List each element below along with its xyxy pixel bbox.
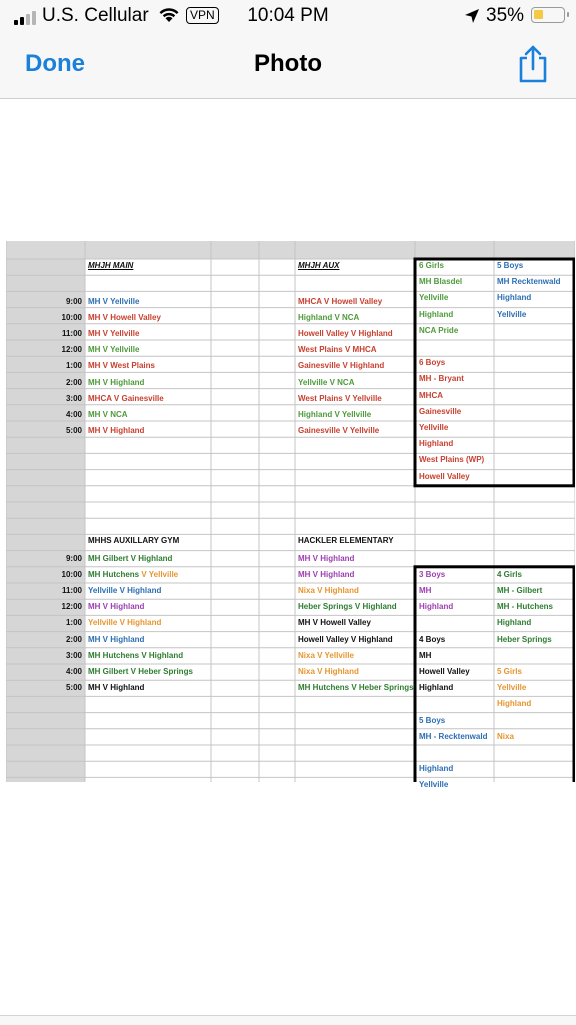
game-entry xyxy=(88,410,128,420)
team-list-item xyxy=(419,683,453,693)
section-header-mhjh-aux-text: MHJH AUX xyxy=(298,261,340,270)
time-label-text: 9:00 xyxy=(65,553,82,563)
time-label-text: 12:00 xyxy=(61,602,82,612)
team-list-item-text: Yellville xyxy=(419,780,449,790)
game-entry xyxy=(88,345,139,355)
team-list-item-text: Howell Valley xyxy=(419,667,470,676)
game-entry-text: Nixa V Highland xyxy=(298,667,359,676)
team-list-item xyxy=(497,277,561,287)
game-entry xyxy=(88,618,161,628)
time-label xyxy=(66,554,82,564)
game-entry-text: MH V Highland xyxy=(88,377,145,387)
team-list-item xyxy=(419,635,445,645)
game-entry-text: West Plains V MHCA xyxy=(298,345,377,355)
game-entry-text: Nixa V Yellville xyxy=(298,650,354,660)
team-list-item-text: MH Recktenwald xyxy=(497,277,561,287)
battery-icon xyxy=(531,7,565,23)
game-entry-text: MHCA V Howell Valley xyxy=(298,296,383,306)
team-list-item-text: MH - Recktenwald xyxy=(419,731,488,741)
game-entry xyxy=(88,683,144,693)
battery-nub xyxy=(567,12,569,17)
team-list-item-text: 5 Boys xyxy=(497,261,524,270)
team-list-item-text: MH - Hutchens xyxy=(497,602,553,612)
time-label xyxy=(66,651,82,661)
section-header-mhjh-main-text: MHJH MAIN xyxy=(88,261,134,270)
time-label-text: 11:00 xyxy=(61,329,82,338)
team-list-item xyxy=(497,570,522,580)
team-list-item xyxy=(497,618,531,628)
time-label xyxy=(62,313,82,323)
game-entry-text: MH V Highland xyxy=(88,426,145,436)
team-list-item-text: MH - Bryant xyxy=(419,374,464,384)
game-entry-text: MH Gilbert V Heber Springs xyxy=(88,667,193,676)
team-list-item-text: Yellville xyxy=(497,309,527,319)
game-entry-text: MH V Yellville xyxy=(88,296,140,306)
time-label xyxy=(62,345,82,355)
time-label xyxy=(62,329,82,339)
time-label xyxy=(66,361,82,371)
game-entry xyxy=(88,426,144,436)
game-entry-text: MH V NCA xyxy=(88,410,128,419)
team-list-item-text: Heber Springs xyxy=(497,634,552,644)
time-label xyxy=(62,570,82,580)
game-entry xyxy=(88,586,161,596)
section-header-mhjh-main xyxy=(88,261,133,271)
section-header-hackler-elementary-text: HACKLER ELEMENTARY xyxy=(298,536,394,546)
time-label xyxy=(66,410,82,420)
team-list-item xyxy=(497,699,531,709)
game-entry xyxy=(298,361,384,371)
team-list-item-text: MH xyxy=(419,586,432,595)
team-list-item-text: MH - Gilbert xyxy=(497,586,543,595)
team-list-item xyxy=(419,455,484,465)
team-list-item xyxy=(419,374,464,384)
section-header-hackler-elementary xyxy=(298,536,394,546)
team-list-item xyxy=(497,261,523,271)
game-entry xyxy=(298,586,359,596)
team-list-item xyxy=(497,635,552,645)
game-entry xyxy=(298,297,382,307)
time-label-text: 10:00 xyxy=(61,312,82,322)
game-entry xyxy=(88,361,155,371)
time-label xyxy=(66,683,82,693)
team-list-item xyxy=(497,683,526,693)
navigation-bar xyxy=(0,34,576,99)
section-header-mhhs-auxillary-gym xyxy=(88,536,179,546)
game-entry-text: Highland V NCA xyxy=(298,312,360,322)
game-entry xyxy=(88,667,193,677)
game-entry xyxy=(88,329,139,339)
game-entry xyxy=(88,378,144,388)
game-entry-text: Yellville V Highland xyxy=(88,586,162,595)
game-entry-text: Yellville V Highland xyxy=(88,618,162,628)
team-list-item-text: 5 Girls xyxy=(497,667,522,676)
team-list-item xyxy=(419,358,445,368)
time-label xyxy=(66,667,82,677)
game-entry-text: MH Hutchens V Highland xyxy=(88,650,184,660)
time-label-text: 1:00 xyxy=(65,618,82,628)
game-entry xyxy=(298,635,393,645)
team-list-item xyxy=(419,570,445,580)
game-entry-text: MH V Yellville xyxy=(88,345,140,355)
team-list-item-text: Yellville xyxy=(419,423,449,432)
share-icon[interactable] xyxy=(516,44,550,84)
team-list-item xyxy=(419,407,461,417)
team-list-item-text: Highland xyxy=(497,293,532,303)
team-list-item xyxy=(497,293,531,303)
team-list-item xyxy=(419,472,470,482)
game-entry-text: MH Hutchens V Heber Springs xyxy=(298,683,414,693)
team-list-item xyxy=(419,277,462,287)
game-entry xyxy=(88,602,144,612)
game-entry-text: MH V Highland xyxy=(88,683,145,693)
time-label-text: 3:00 xyxy=(65,393,82,403)
time-label-text: 2:00 xyxy=(65,634,82,644)
team-list-item-text: Highland xyxy=(419,309,454,319)
schedule-photo xyxy=(6,241,575,790)
team-list-item xyxy=(419,780,448,790)
game-entry-text: MH Hutchens xyxy=(88,569,142,579)
game-entry xyxy=(298,345,377,355)
done-button[interactable]: Done xyxy=(25,50,85,77)
team-list-item-text: 4 Girls xyxy=(497,569,522,579)
team-list-item-text: MH xyxy=(419,650,432,660)
team-list-item-text: 5 Boys xyxy=(419,715,446,725)
team-list-item xyxy=(497,586,542,596)
vpn-badge: VPN xyxy=(186,7,219,24)
game-entry xyxy=(298,426,379,436)
time-label xyxy=(66,618,82,628)
game-entry-text: Gainesville V Highland xyxy=(298,361,385,371)
time-label-text: 10:00 xyxy=(61,569,82,579)
team-list-item-text: Yellville xyxy=(497,683,527,693)
team-list-item xyxy=(419,261,444,271)
team-list-item xyxy=(419,716,445,726)
team-list-item-text: 4 Boys xyxy=(419,634,446,644)
game-entry xyxy=(88,554,172,564)
game-entry-text: MH V Highland xyxy=(88,602,145,612)
section-header-mhjh-aux xyxy=(298,261,339,271)
game-entry xyxy=(88,570,178,580)
team-list-item-text: Howell Valley xyxy=(419,471,470,481)
game-entry xyxy=(298,651,354,661)
time-label-text: 11:00 xyxy=(61,586,82,595)
game-entry-text: MH V Howell Valley xyxy=(298,618,371,628)
game-entry xyxy=(298,378,354,388)
game-entry xyxy=(88,651,183,661)
game-entry-text: MH V Highland xyxy=(298,569,355,579)
team-list-item xyxy=(419,764,453,774)
team-list-item-text: 3 Boys xyxy=(419,569,446,579)
game-entry-text: MH V Highland xyxy=(88,634,145,644)
game-entry-text: West Plains V Yellville xyxy=(298,393,382,403)
team-list-item xyxy=(419,423,448,433)
time-label xyxy=(66,426,82,436)
game-entry-text: Howell Valley V Highland xyxy=(298,329,393,338)
game-entry-text: Nixa V Highland xyxy=(298,586,359,595)
time-label-text: 5:00 xyxy=(65,426,82,436)
team-list-item xyxy=(419,586,431,596)
header-band xyxy=(6,241,575,259)
team-list-item xyxy=(419,667,470,677)
team-list-item-text: MHCA xyxy=(419,390,443,400)
game-entry xyxy=(298,394,382,404)
team-list-item xyxy=(419,391,443,401)
team-list-item-text: Highland xyxy=(419,439,454,449)
game-entry xyxy=(298,667,359,677)
team-list-item-text: 6 Boys xyxy=(419,358,446,368)
game-entry xyxy=(298,683,414,693)
time-label-text: 4:00 xyxy=(65,410,82,419)
team-list-item-text: Yellville xyxy=(419,293,449,303)
time-label-text: 1:00 xyxy=(65,361,82,371)
time-label xyxy=(62,602,82,612)
game-entry xyxy=(88,313,161,323)
team-list-item xyxy=(419,602,453,612)
battery-percent: 35% xyxy=(486,5,525,26)
time-label xyxy=(66,297,82,307)
location-arrow-icon xyxy=(464,8,480,24)
game-entry-text: Yellville V NCA xyxy=(298,377,355,387)
team-list-item-text: 6 Girls xyxy=(419,261,444,270)
team-list-item-text: Nixa xyxy=(497,731,514,741)
team-list-item xyxy=(419,732,487,742)
time-label-text: 5:00 xyxy=(65,683,82,693)
team-list-item-text: Gainesville xyxy=(419,406,462,416)
game-entry-text: MH V Howell Valley xyxy=(88,312,161,322)
team-list-item-text: West Plains (WP) xyxy=(419,455,485,465)
game-entry xyxy=(298,329,393,339)
section-header-mhhs-auxillary-gym-text: MHHS AUXILLARY GYM xyxy=(88,536,180,546)
team-list-item xyxy=(419,439,453,449)
game-entry xyxy=(298,570,354,580)
game-entry-text: MHCA V Gainesville xyxy=(88,393,164,403)
game-entry xyxy=(298,410,371,420)
team-list-item-text: Highland xyxy=(497,699,532,709)
time-label xyxy=(66,394,82,404)
battery-level-fill xyxy=(534,10,543,19)
game-entry xyxy=(298,602,397,612)
game-entry-text: MH V Yellville xyxy=(88,329,140,338)
game-entry xyxy=(298,554,354,564)
team-list-item-text: Highland xyxy=(419,602,454,612)
game-entry-text: Howell Valley V Highland xyxy=(298,634,393,644)
game-entry-text: MH Gilbert V Highland xyxy=(88,553,173,563)
team-list-item xyxy=(419,310,453,320)
team-list-item xyxy=(497,602,553,612)
team-list-item-text: MH Blasdel xyxy=(419,277,463,287)
game-entry-text: V Yellville xyxy=(141,569,179,579)
time-label-text: 12:00 xyxy=(61,345,82,355)
time-label xyxy=(66,378,82,388)
page-title: Photo xyxy=(254,50,322,77)
team-list-item-text: NCA Pride xyxy=(419,325,459,335)
team-list-item xyxy=(419,293,448,303)
status-time: 10:04 PM xyxy=(247,5,329,26)
game-entry-text: Highland V Yellville xyxy=(298,410,372,419)
status-bar xyxy=(0,0,576,34)
team-list-item xyxy=(497,310,526,320)
time-label-text: 2:00 xyxy=(65,377,82,387)
team-list-item-text: Highland xyxy=(419,683,454,693)
game-entry xyxy=(298,313,359,323)
game-entry xyxy=(298,618,371,628)
team-list-item-text: Highland xyxy=(497,618,532,628)
game-entry-text: MH V West Plains xyxy=(88,361,155,371)
game-entry-text: Gainesville V Yellville xyxy=(298,426,380,436)
time-label-text: 4:00 xyxy=(65,667,82,676)
team-list-item xyxy=(497,732,514,742)
game-entry xyxy=(88,635,144,645)
time-label-text: 3:00 xyxy=(65,650,82,660)
carrier-name: U.S. Cellular xyxy=(42,5,149,26)
game-entry xyxy=(88,394,164,404)
time-label-text: 9:00 xyxy=(65,296,82,306)
time-label xyxy=(62,586,82,596)
game-entry xyxy=(88,297,139,307)
team-list-item xyxy=(419,651,431,661)
time-label xyxy=(66,635,82,645)
team-list-item xyxy=(419,326,458,336)
game-entry-text: MH V Highland xyxy=(298,553,355,563)
game-entry-text: Heber Springs V Highland xyxy=(298,602,397,612)
team-list-item xyxy=(497,667,522,677)
team-list-item-text: Highland xyxy=(419,764,454,774)
